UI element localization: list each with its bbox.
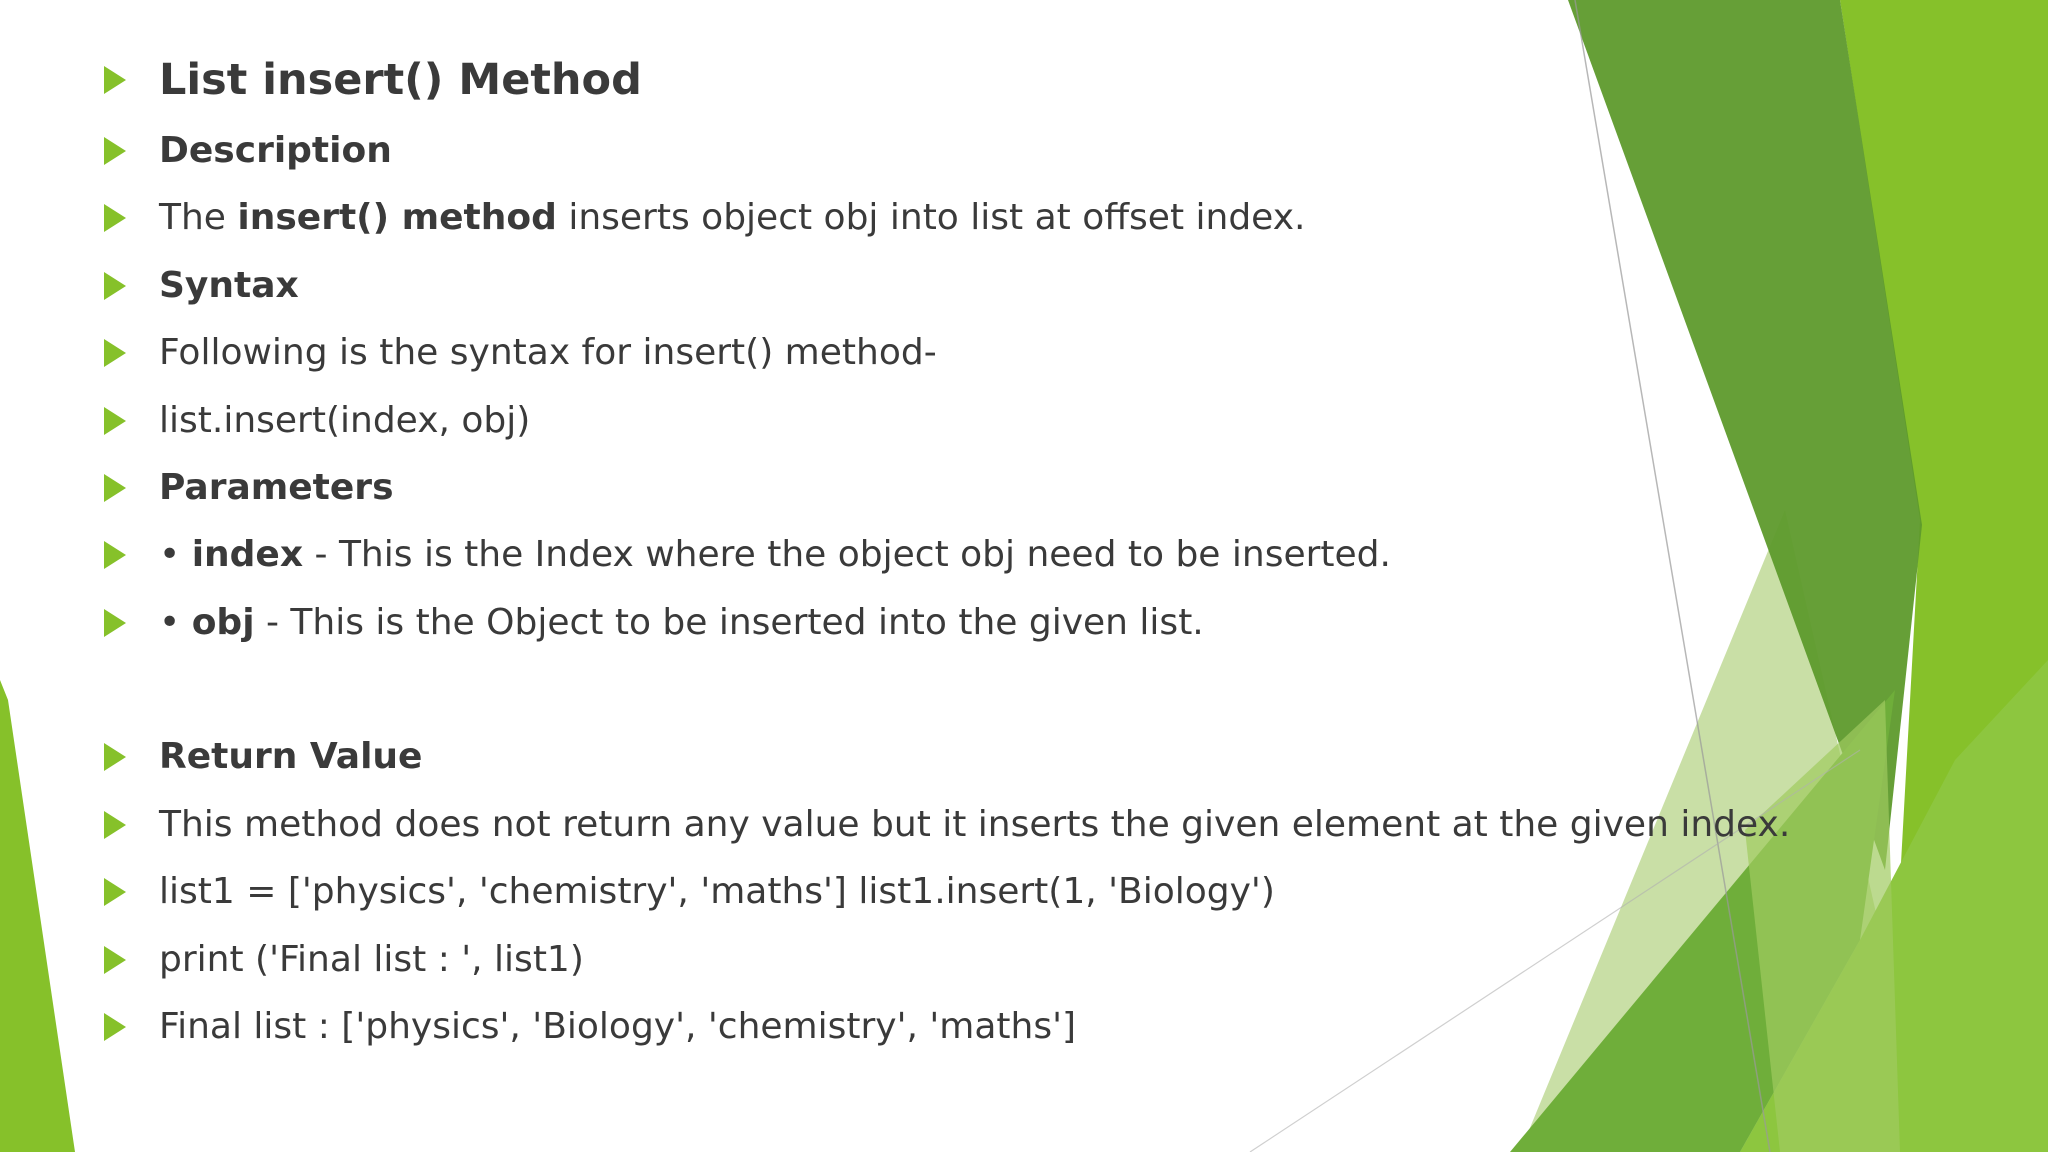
return-text: This method does not return any value but it inserts the given element at the given index.: [159, 804, 1791, 845]
bullet-arrow-icon: [104, 407, 126, 435]
bullet-syntax-heading: [0, 260, 1760, 312]
example-output: Final list : ['physics', 'Biology', 'chemistry', 'maths']: [159, 1006, 1077, 1047]
bullet-param-obj: [0, 597, 1760, 649]
bullet-arrow-icon: [104, 272, 126, 300]
bullet-return-text: [0, 799, 1791, 851]
bullet-arrow-icon: [104, 811, 126, 839]
bullet-arrow-icon: [104, 137, 126, 165]
bullet-description-heading: [0, 125, 1760, 177]
bullet-arrow-icon: [104, 1013, 126, 1041]
description-text: [159, 192, 1305, 244]
bullet-arrow-icon: [104, 474, 126, 502]
param-index: [159, 529, 1391, 581]
param-obj: [159, 597, 1204, 649]
example-line2: print ('Final list : ', list1): [159, 939, 584, 980]
example-line1: list1 = ['physics', 'chemistry', 'maths'] list1.insert(1, 'Biology'): [159, 871, 1275, 912]
bullet-arrow-icon: [104, 609, 126, 637]
bullet-param-index: [0, 529, 1760, 581]
param-name: index: [191, 534, 304, 575]
slide-title: List insert() Method: [159, 55, 642, 105]
bullet-parameters-heading: [0, 462, 1760, 514]
bullet-arrow-icon: [104, 946, 126, 974]
param-desc: - This is the Object to be inserted into the given list.: [254, 602, 1204, 643]
bullet-title: [0, 54, 1760, 106]
description-heading: Description: [159, 130, 392, 171]
bullet-syntax-code: [0, 395, 1760, 447]
return-heading: Return Value: [159, 736, 423, 777]
param-name: obj: [191, 602, 255, 643]
bullet-arrow-icon: [104, 743, 126, 771]
param-desc: - This is the Index where the object obj need to be inserted.: [303, 534, 1391, 575]
bullet-example-line2: [0, 934, 1760, 986]
bullet-arrow-icon: [104, 541, 126, 569]
description-suffix: inserts object obj into list at offset index.: [556, 197, 1306, 238]
parameters-heading: Parameters: [159, 467, 394, 508]
bullet-example-line1: [0, 866, 1760, 918]
param-dot: •: [159, 602, 192, 643]
bullet-description: [0, 192, 1760, 244]
description-prefix: The: [159, 197, 238, 238]
syntax-code: list.insert(index, obj): [159, 400, 531, 441]
bullet-arrow-icon: [104, 878, 126, 906]
description-bold: insert() method: [237, 197, 557, 238]
bullet-return-heading: [0, 731, 1760, 783]
bullet-syntax-intro: [0, 327, 1760, 379]
syntax-intro: Following is the syntax for insert() method-: [159, 332, 937, 373]
bullet-arrow-icon: [104, 339, 126, 367]
bullet-arrow-icon: [104, 204, 126, 232]
param-dot: •: [159, 534, 192, 575]
syntax-heading: Syntax: [159, 265, 299, 306]
bullet-example-output: [0, 1001, 1760, 1053]
bullet-arrow-icon: [104, 66, 126, 94]
